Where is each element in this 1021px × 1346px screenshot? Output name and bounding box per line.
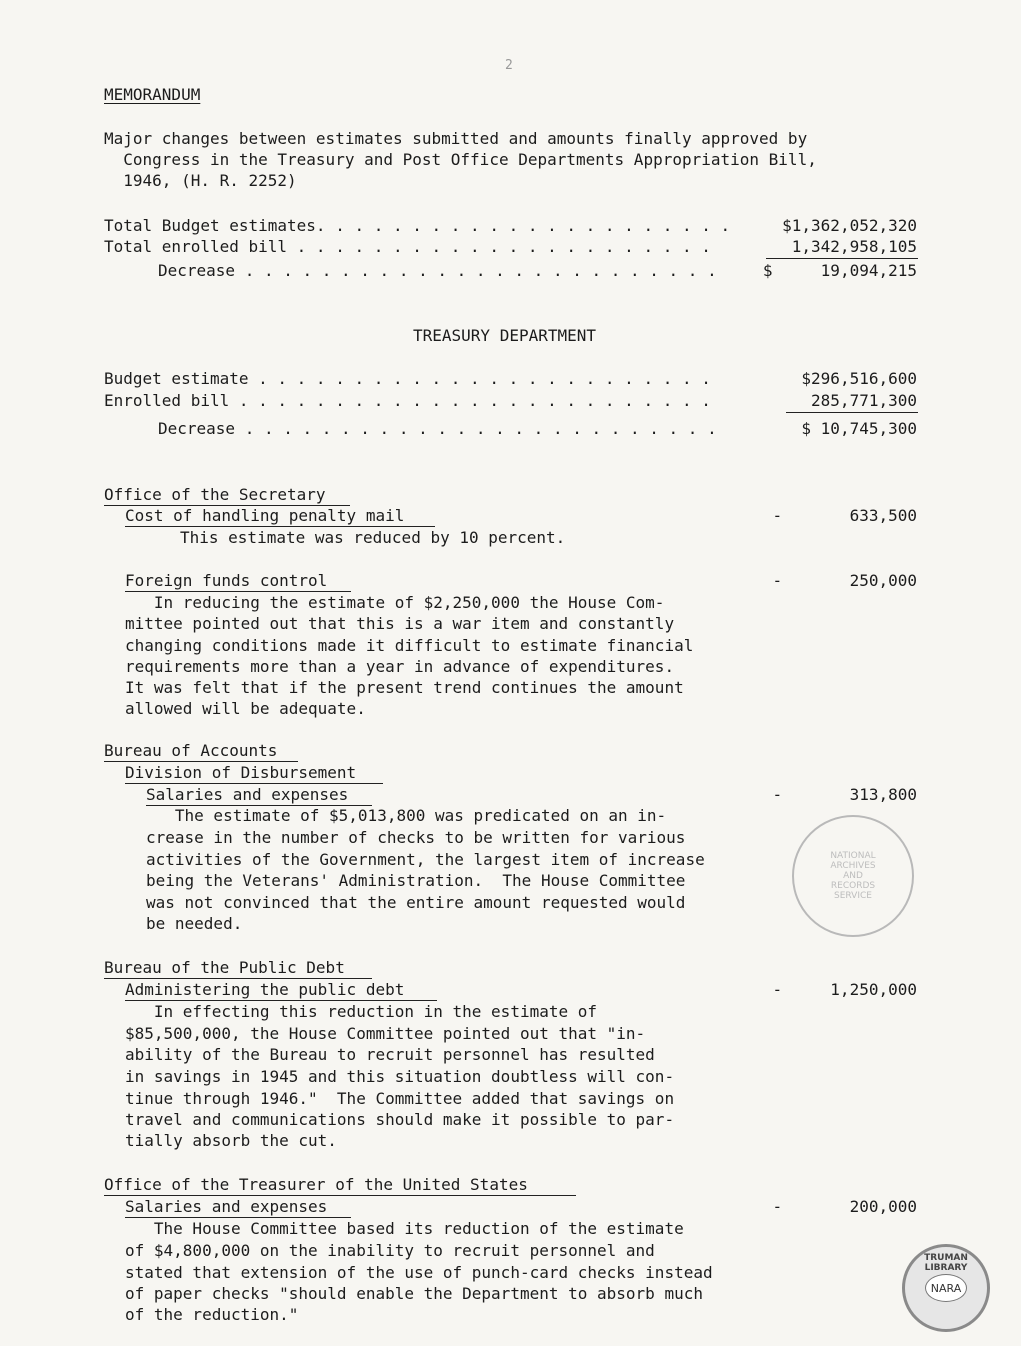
truman-stamp-ring-text: TRUMAN LIBRARY <box>924 1253 968 1273</box>
foreign-funds-text-4: requirements more than a year in advance of expenditures. <box>125 657 675 676</box>
foreign-funds-text-3: changing conditions made it difficult to estimate financial <box>125 636 694 655</box>
public-debt-text-4: in savings in 1945 and this situation doubtless will con- <box>125 1067 675 1086</box>
accounts-amount: - 313,800 <box>772 785 917 804</box>
foreign-funds-heading: Foreign funds control <box>125 571 328 590</box>
office-secretary-heading: Office of the Secretary <box>104 485 326 504</box>
treasurer-amount: - 200,000 <box>772 1197 917 1216</box>
treasury-budget-amount: $296,516,600 <box>801 369 917 388</box>
penalty-mail-heading: Cost of handling penalty mail <box>125 506 405 525</box>
accounts-salaries-heading: Salaries and expenses <box>146 785 349 804</box>
treasury-title: TREASURY DEPARTMENT <box>413 326 597 345</box>
memorandum-heading: MEMORANDUM <box>104 85 201 104</box>
treasurer-text-2: of $4,800,000 on the inability to recruit personnel and <box>125 1241 655 1260</box>
foreign-funds-text-5: It was felt that if the present trend continues the amount <box>125 678 684 697</box>
accounts-text-2: crease in the number of checks to be written for various <box>146 828 686 847</box>
total-enrolled-amount: 1,342,958,105 <box>791 237 917 256</box>
truman-stamp-center: NARA <box>925 1274 967 1302</box>
public-debt-text-7: tially absorb the cut. <box>125 1131 337 1150</box>
total-enrolled-label: Total enrolled bill . . . . . . . . . . . . . . . . . . . . . . <box>104 237 711 256</box>
foreign-funds-text-6: allowed will be adequate. <box>125 699 366 718</box>
total-decrease-amount: $ 19,094,215 <box>762 261 917 280</box>
penalty-mail-text: This estimate was reduced by 10 percent. <box>180 528 566 547</box>
treasurer-text-1: The House Committee based its reduction of the estimate <box>125 1219 684 1238</box>
total-decrease-label: Decrease . . . . . . . . . . . . . . . . . . . . . . . . . <box>158 261 717 280</box>
accounts-text-6: be needed. <box>146 914 243 933</box>
treasury-decrease-amount: $ 10,745,300 <box>801 419 917 438</box>
treasurer-salaries-heading: Salaries and expenses <box>125 1197 328 1216</box>
intro-line-1: Major changes between estimates submitted and amounts finally approved by <box>104 129 808 148</box>
division-disbursement-heading: Division of Disbursement <box>125 763 357 782</box>
intro-line-3: 1946, (H. R. 2252) <box>104 171 297 190</box>
treasury-budget-label: Budget estimate . . . . . . . . . . . . . . . . . . . . . . . . <box>104 369 711 388</box>
accounts-text-5: was not convinced that the entire amount requested would <box>146 893 686 912</box>
treasury-enrolled-amount: 285,771,300 <box>811 391 917 410</box>
accounts-text-3: activities of the Government, the largest item of increase <box>146 850 705 869</box>
archives-stamp-text: NATIONAL ARCHIVES AND RECORDS SERVICE <box>830 851 876 901</box>
foreign-funds-amount: - 250,000 <box>772 571 917 590</box>
total-budget-label: Total Budget estimates. . . . . . . . . . . . . . . . . . . . . . <box>104 216 731 235</box>
accounts-text-1: The estimate of $5,013,800 was predicated on an in- <box>146 806 667 825</box>
penalty-mail-amount: - 633,500 <box>772 506 917 525</box>
treasurer-text-4: of paper checks "should enable the Department to absorb much <box>125 1284 703 1303</box>
treasury-enrolled-label: Enrolled bill . . . . . . . . . . . . . . . . . . . . . . . . . <box>104 391 711 410</box>
totals-rule <box>766 258 918 259</box>
treasury-decrease-label: Decrease . . . . . . . . . . . . . . . . . . . . . . . . . <box>158 419 717 438</box>
total-budget-amount: $1,362,052,320 <box>782 216 917 235</box>
archives-stamp <box>792 815 914 937</box>
treasury-rule <box>786 412 918 413</box>
treasurer-heading: Office of the Treasurer of the United States <box>104 1175 528 1194</box>
intro-line-2: Congress in the Treasury and Post Office Departments Appropriation Bill, <box>104 150 817 169</box>
public-debt-heading: Bureau of the Public Debt <box>104 958 345 977</box>
accounts-text-4: being the Veterans' Administration. The House Committee <box>146 871 686 890</box>
foreign-funds-text-2: mittee pointed out that this is a war item and constantly <box>125 614 675 633</box>
public-debt-text-3: ability of the Bureau to recruit personnel has resulted <box>125 1045 655 1064</box>
public-debt-amount: - 1,250,000 <box>772 980 917 999</box>
public-debt-text-5: tinue through 1946." The Committee added that savings on <box>125 1089 675 1108</box>
public-debt-text-6: travel and communications should make it possible to par- <box>125 1110 675 1129</box>
public-debt-text-2: $85,500,000, the House Committee pointed out that "in- <box>125 1024 646 1043</box>
public-debt-text-1: In effecting this reduction in the estimate of <box>125 1002 598 1021</box>
administering-debt-heading: Administering the public debt <box>125 980 405 999</box>
treasurer-text-3: stated that extension of the use of punch-card checks instead <box>125 1263 713 1282</box>
page-number: 2 <box>505 58 513 73</box>
truman-library-stamp <box>902 1244 990 1332</box>
bureau-accounts-heading: Bureau of Accounts <box>104 741 278 760</box>
treasurer-text-5: of the reduction." <box>125 1305 299 1324</box>
foreign-funds-text-1: In reducing the estimate of $2,250,000 the House Com- <box>125 593 665 612</box>
